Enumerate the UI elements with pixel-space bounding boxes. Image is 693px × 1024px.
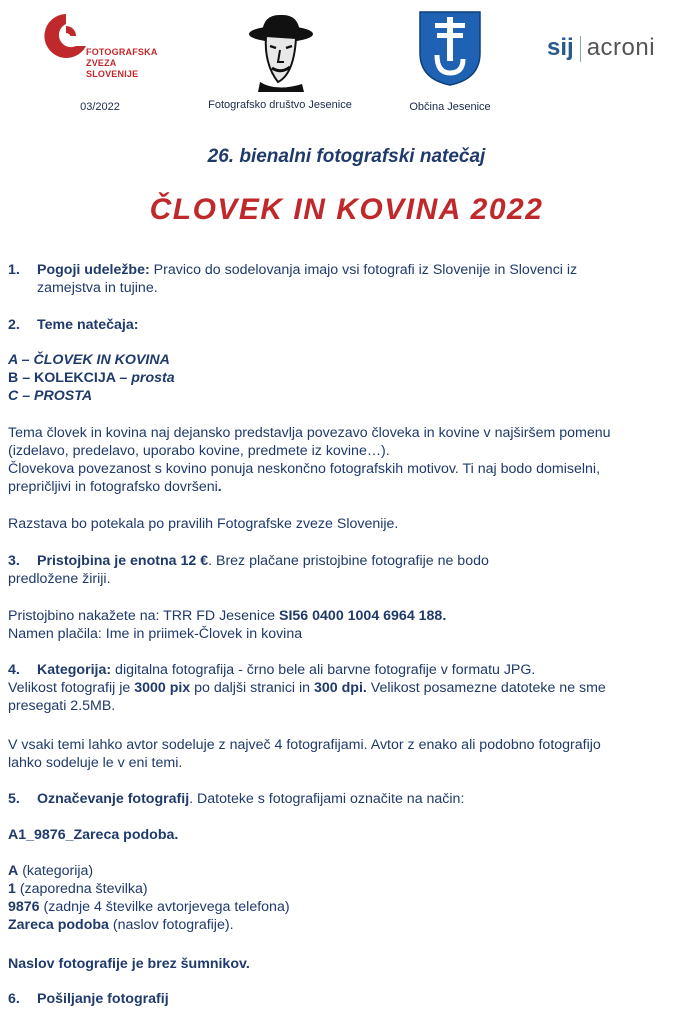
theme-line: prepričljivi in fotografsko dovršeni. — [8, 479, 222, 495]
theme-line: (izdelavo, predelavo, uporabo kovine, predmete iz kovine…). — [8, 443, 390, 459]
theme-line: Človekova povezanost s kovino ponuja neskončno fotografskih motivov. Ti naj bodo domiselni, — [8, 461, 601, 477]
bank-account: SI56 0400 1004 6964 188. — [279, 608, 447, 624]
legend-item: A (kategorija) — [8, 863, 94, 879]
theme-line: Tema človek in kovina naj dejansko predstavlja povezavo človeka in kovine v najširšem pomenu — [8, 425, 611, 441]
coat-of-arms-icon — [417, 9, 483, 87]
portrait-icon — [246, 12, 316, 92]
fzs-caption: 03/2022 — [80, 101, 120, 113]
section-label: Označevanje fotografij — [37, 791, 190, 807]
section-number: 2. — [8, 317, 20, 333]
section-number: 3. — [8, 553, 20, 569]
section-label: Pristojbina je enotna 12 € — [37, 553, 209, 569]
fzs-wordmark: FOTOGRAFSKA ZVEZA SLOVENIJE — [86, 47, 158, 79]
sij-acroni-logo — [547, 34, 655, 62]
contest-subtitle: 26. bienalni fotografski natečaj — [207, 146, 486, 167]
theme-list — [8, 351, 688, 405]
file-size-limit: presegati 2.5MB. — [8, 698, 116, 714]
section-number: 6. — [8, 991, 20, 1007]
size-requirements: Velikost fotografij je 3000 pix po daljši stranici in 300 dpi. Velikost posamezne datoteke ne sme — [8, 680, 606, 696]
section-6 — [8, 990, 688, 1008]
theme-b: B – KOLEKCIJA – prosta — [8, 370, 175, 386]
legend-item: 9876 (zadnje 4 številke avtorjevega telefona) — [8, 899, 290, 915]
section-label: Teme natečaja: — [37, 317, 139, 333]
section-text: . Datoteke s fotografijami označite na način: — [189, 791, 465, 807]
club-logo — [246, 12, 316, 92]
municipality-coat-of-arms — [417, 9, 483, 87]
logo-header — [0, 0, 693, 120]
section-3 — [8, 552, 688, 588]
no-diacritics-note: Naslov fotografije je brez šumnikov. — [8, 956, 250, 972]
payment-purpose: Namen plačila: Ime in priimek-Človek in kovina — [8, 626, 303, 642]
theme-c: C – PROSTA — [8, 388, 93, 404]
section-number: 5. — [8, 791, 20, 807]
logo-divider — [580, 36, 581, 62]
filename-example: A1_9876_Zareca podoba. — [8, 827, 179, 843]
fzs-emblem-icon — [42, 12, 90, 70]
section-number: 1. — [8, 262, 20, 278]
theme-a: A – ČLOVEK IN KOVINA — [8, 352, 170, 368]
filename-legend — [8, 862, 688, 934]
section-text: Pravico do sodelovanja imajo vsi fotografi iz Slovenije in Slovenci iz — [149, 262, 578, 278]
section-text: digitalna fotografija - črno bele ali barvne fotografije v formatu JPG. — [111, 662, 536, 678]
payment-label: Pristojbino nakažete na: TRR FD Jesenice — [8, 608, 280, 624]
photo-limit: V vsaki temi lahko avtor sodeluje z največ 4 fotografijami. Avtor z enako ali podobno fotografijo lahko sodeluje le v eni temi. — [8, 737, 601, 771]
theme-description — [8, 424, 688, 496]
legend-item: Zareca podoba (naslov fotografije). — [8, 917, 234, 933]
section-1 — [8, 261, 688, 297]
sij-wordmark: sij — [547, 34, 574, 61]
section-label: Pogoji udeležbe: — [37, 262, 150, 278]
contest-title: ČLOVEK IN KOVINA 2022 — [149, 193, 544, 226]
section-text-cont: predložene žiriji. — [8, 571, 111, 587]
exhibition-note: Razstava bo potekala po pravilih Fotografske zveze Slovenije. — [8, 516, 399, 532]
section-text: . Brez plačane pristojbine fotografije ne bodo — [208, 553, 489, 569]
section-2 — [8, 316, 688, 334]
acroni-wordmark: acroni — [586, 34, 656, 61]
section-label: Pošiljanje fotografij — [37, 991, 169, 1007]
section-number: 4. — [8, 662, 20, 678]
club-caption: Fotografsko društvo Jesenice — [208, 99, 352, 111]
section-4 — [8, 661, 688, 715]
payment-info — [8, 607, 688, 643]
section-label: Kategorija: — [37, 662, 112, 678]
section-5 — [8, 790, 688, 808]
legend-item: 1 (zaporedna številka) — [8, 881, 148, 897]
section-text-cont: zamejstva in tujine. — [37, 280, 158, 296]
municipality-caption: Občina Jesenice — [409, 101, 491, 113]
